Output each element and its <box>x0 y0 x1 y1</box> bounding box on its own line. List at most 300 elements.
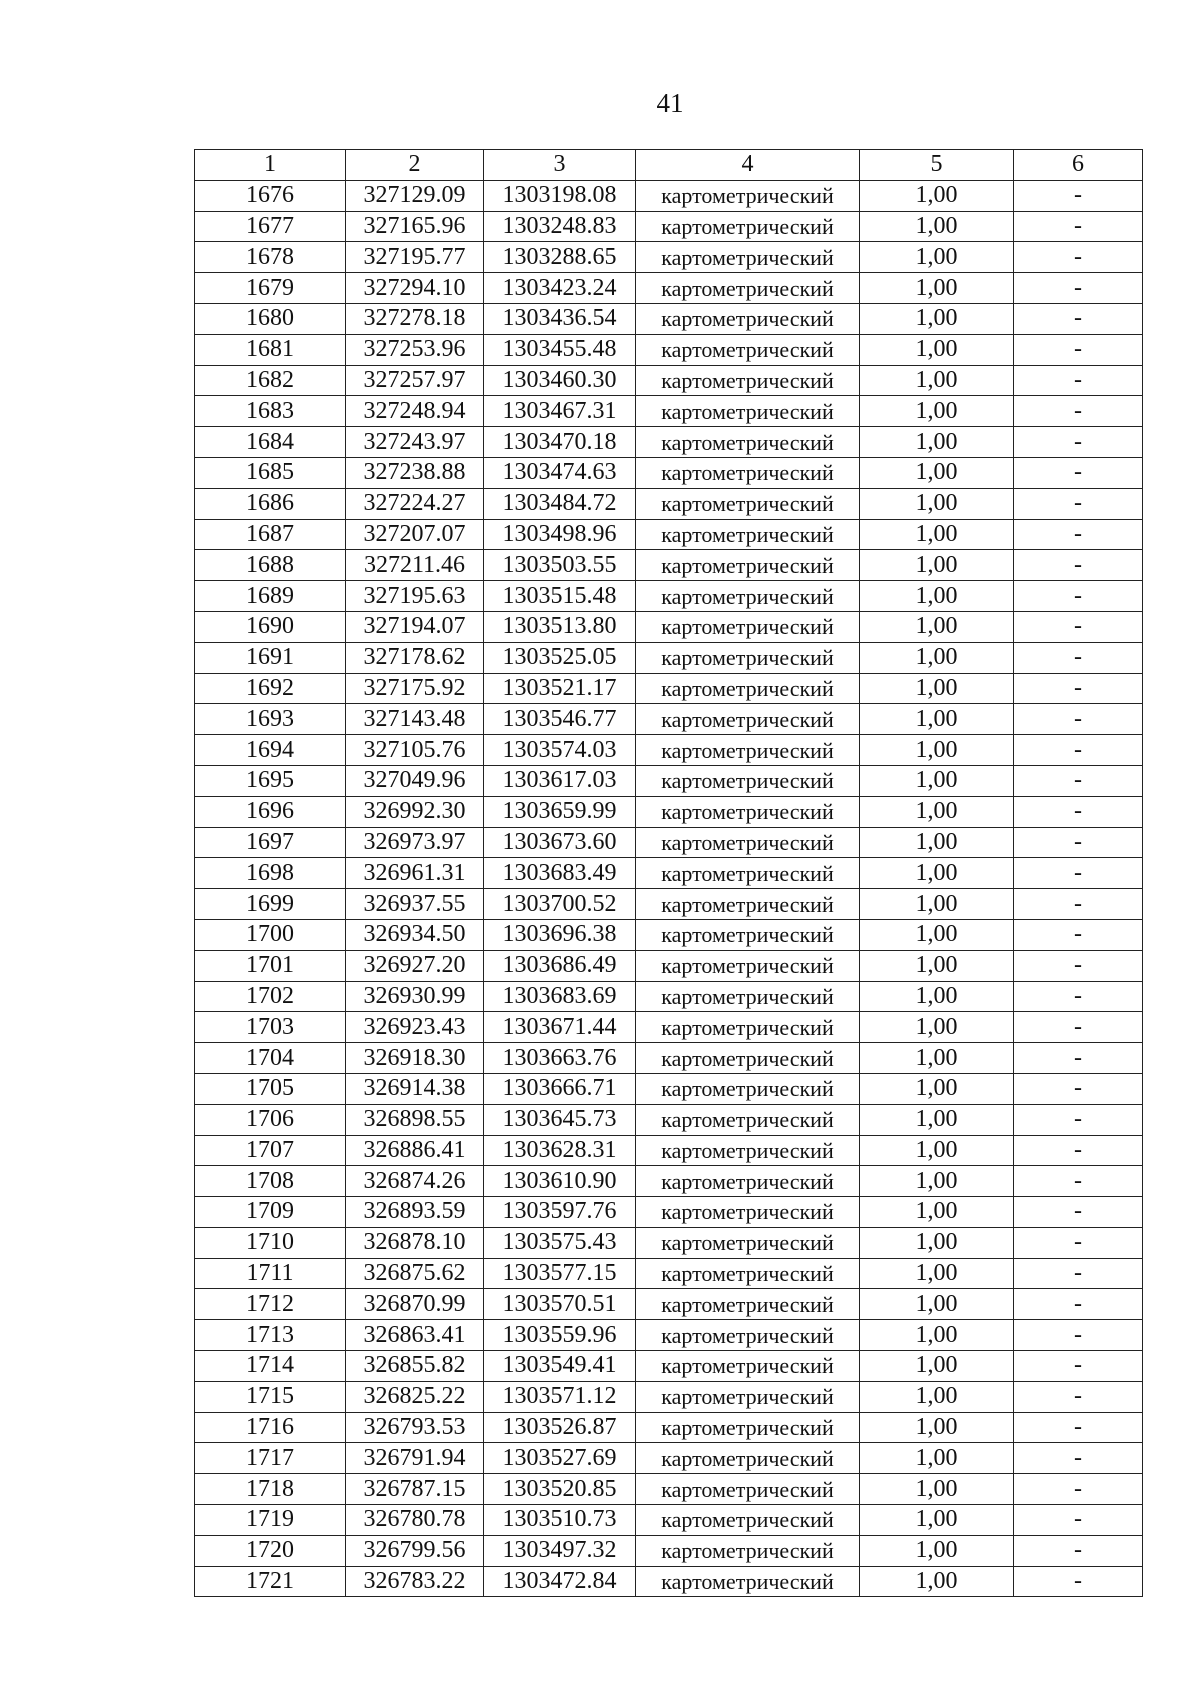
table-row <box>195 581 1143 612</box>
cell-point-number: 1694 <box>195 735 346 766</box>
cell-precision: 1,00 <box>860 1474 1014 1505</box>
table-row <box>195 1197 1143 1228</box>
cell-y-coordinate: 1303645.73 <box>484 1104 636 1135</box>
cell-method: картометрический <box>636 211 860 242</box>
cell-point-number: 1703 <box>195 1012 346 1043</box>
cell-point-number: 1677 <box>195 211 346 242</box>
cell-method: картометрический <box>636 1535 860 1566</box>
cell-y-coordinate: 1303248.83 <box>484 211 636 242</box>
cell-method: картометрический <box>636 242 860 273</box>
cell-point-number: 1717 <box>195 1443 346 1474</box>
cell-note: - <box>1014 796 1143 827</box>
cell-y-coordinate: 1303526.87 <box>484 1412 636 1443</box>
cell-method: картометрический <box>636 457 860 488</box>
cell-point-number: 1679 <box>195 273 346 304</box>
cell-precision: 1,00 <box>860 1443 1014 1474</box>
table-row <box>195 858 1143 889</box>
cell-point-number: 1683 <box>195 396 346 427</box>
cell-y-coordinate: 1303683.69 <box>484 981 636 1012</box>
cell-y-coordinate: 1303520.85 <box>484 1474 636 1505</box>
cell-note: - <box>1014 519 1143 550</box>
table-row <box>195 796 1143 827</box>
cell-y-coordinate: 1303484.72 <box>484 488 636 519</box>
cell-precision: 1,00 <box>860 427 1014 458</box>
table-row <box>195 365 1143 396</box>
cell-precision: 1,00 <box>860 519 1014 550</box>
cell-method: картометрический <box>636 303 860 334</box>
table-body <box>195 180 1143 1597</box>
cell-x-coordinate: 326973.97 <box>346 827 484 858</box>
cell-precision: 1,00 <box>860 889 1014 920</box>
cell-y-coordinate: 1303521.17 <box>484 673 636 704</box>
table-row <box>195 1320 1143 1351</box>
cell-note: - <box>1014 457 1143 488</box>
cell-y-coordinate: 1303628.31 <box>484 1135 636 1166</box>
cell-precision: 1,00 <box>860 457 1014 488</box>
cell-point-number: 1709 <box>195 1197 346 1228</box>
cell-precision: 1,00 <box>860 242 1014 273</box>
cell-y-coordinate: 1303671.44 <box>484 1012 636 1043</box>
cell-point-number: 1707 <box>195 1135 346 1166</box>
cell-point-number: 1714 <box>195 1351 346 1382</box>
cell-note: - <box>1014 1381 1143 1412</box>
cell-note: - <box>1014 735 1143 766</box>
cell-note: - <box>1014 1258 1143 1289</box>
cell-point-number: 1711 <box>195 1258 346 1289</box>
cell-x-coordinate: 326898.55 <box>346 1104 484 1135</box>
cell-x-coordinate: 326923.43 <box>346 1012 484 1043</box>
cell-precision: 1,00 <box>860 1412 1014 1443</box>
cell-y-coordinate: 1303559.96 <box>484 1320 636 1351</box>
cell-method: картометрический <box>636 396 860 427</box>
cell-note: - <box>1014 765 1143 796</box>
cell-x-coordinate: 326927.20 <box>346 950 484 981</box>
cell-y-coordinate: 1303617.03 <box>484 765 636 796</box>
cell-point-number: 1704 <box>195 1043 346 1074</box>
table-row <box>195 1227 1143 1258</box>
cell-note: - <box>1014 858 1143 889</box>
cell-precision: 1,00 <box>860 550 1014 581</box>
cell-y-coordinate: 1303423.24 <box>484 273 636 304</box>
cell-x-coordinate: 326787.15 <box>346 1474 484 1505</box>
cell-x-coordinate: 326961.31 <box>346 858 484 889</box>
cell-method: картометрический <box>636 581 860 612</box>
cell-note: - <box>1014 1166 1143 1197</box>
cell-point-number: 1689 <box>195 581 346 612</box>
cell-x-coordinate: 326870.99 <box>346 1289 484 1320</box>
cell-precision: 1,00 <box>860 704 1014 735</box>
cell-y-coordinate: 1303683.49 <box>484 858 636 889</box>
cell-x-coordinate: 327243.97 <box>346 427 484 458</box>
cell-point-number: 1693 <box>195 704 346 735</box>
table-row <box>195 488 1143 519</box>
cell-precision: 1,00 <box>860 858 1014 889</box>
cell-method: картометрический <box>636 427 860 458</box>
cell-y-coordinate: 1303577.15 <box>484 1258 636 1289</box>
cell-method: картометрический <box>636 488 860 519</box>
cell-precision: 1,00 <box>860 1104 1014 1135</box>
cell-precision: 1,00 <box>860 1535 1014 1566</box>
cell-note: - <box>1014 396 1143 427</box>
table-row <box>195 1289 1143 1320</box>
cell-note: - <box>1014 273 1143 304</box>
cell-x-coordinate: 326863.41 <box>346 1320 484 1351</box>
cell-x-coordinate: 327294.10 <box>346 273 484 304</box>
cell-note: - <box>1014 1535 1143 1566</box>
table-row <box>195 1535 1143 1566</box>
cell-note: - <box>1014 365 1143 396</box>
cell-note: - <box>1014 1104 1143 1135</box>
cell-y-coordinate: 1303472.84 <box>484 1566 636 1597</box>
cell-method: картометрический <box>636 1043 860 1074</box>
table-row <box>195 519 1143 550</box>
cell-method: картометрический <box>636 765 860 796</box>
cell-x-coordinate: 326914.38 <box>346 1073 484 1104</box>
cell-method: картометрический <box>636 519 860 550</box>
cell-y-coordinate: 1303474.63 <box>484 457 636 488</box>
cell-point-number: 1684 <box>195 427 346 458</box>
table-row <box>195 889 1143 920</box>
cell-precision: 1,00 <box>860 1289 1014 1320</box>
cell-point-number: 1685 <box>195 457 346 488</box>
table-row <box>195 981 1143 1012</box>
cell-x-coordinate: 326893.59 <box>346 1197 484 1228</box>
cell-x-coordinate: 326799.56 <box>346 1535 484 1566</box>
table-row <box>195 1043 1143 1074</box>
cell-x-coordinate: 327195.77 <box>346 242 484 273</box>
cell-method: картометрический <box>636 1197 860 1228</box>
cell-point-number: 1681 <box>195 334 346 365</box>
cell-y-coordinate: 1303666.71 <box>484 1073 636 1104</box>
cell-y-coordinate: 1303673.60 <box>484 827 636 858</box>
cell-note: - <box>1014 919 1143 950</box>
cell-note: - <box>1014 211 1143 242</box>
cell-point-number: 1676 <box>195 180 346 211</box>
cell-method: картометрический <box>636 1258 860 1289</box>
cell-precision: 1,00 <box>860 1566 1014 1597</box>
table-row <box>195 1135 1143 1166</box>
table-row <box>195 1073 1143 1104</box>
cell-precision: 1,00 <box>860 1197 1014 1228</box>
table-row <box>195 673 1143 704</box>
table-row <box>195 827 1143 858</box>
cell-note: - <box>1014 242 1143 273</box>
table-row <box>195 273 1143 304</box>
cell-y-coordinate: 1303510.73 <box>484 1505 636 1536</box>
cell-y-coordinate: 1303503.55 <box>484 550 636 581</box>
cell-method: картометрический <box>636 704 860 735</box>
cell-note: - <box>1014 950 1143 981</box>
table-row <box>195 1258 1143 1289</box>
cell-precision: 1,00 <box>860 488 1014 519</box>
cell-point-number: 1700 <box>195 919 346 950</box>
cell-x-coordinate: 327049.96 <box>346 765 484 796</box>
column-header-note: 6 <box>1014 150 1143 181</box>
cell-note: - <box>1014 889 1143 920</box>
table-row <box>195 1351 1143 1382</box>
cell-y-coordinate: 1303513.80 <box>484 611 636 642</box>
cell-precision: 1,00 <box>860 1505 1014 1536</box>
cell-x-coordinate: 326934.50 <box>346 919 484 950</box>
table-row <box>195 1474 1143 1505</box>
cell-method: картометрический <box>636 642 860 673</box>
cell-precision: 1,00 <box>860 180 1014 211</box>
cell-precision: 1,00 <box>860 827 1014 858</box>
table-row <box>195 211 1143 242</box>
cell-x-coordinate: 327143.48 <box>346 704 484 735</box>
cell-x-coordinate: 326875.62 <box>346 1258 484 1289</box>
cell-y-coordinate: 1303436.54 <box>484 303 636 334</box>
cell-point-number: 1686 <box>195 488 346 519</box>
cell-precision: 1,00 <box>860 1166 1014 1197</box>
cell-note: - <box>1014 1197 1143 1228</box>
cell-note: - <box>1014 1320 1143 1351</box>
table-row <box>195 1505 1143 1536</box>
cell-y-coordinate: 1303288.65 <box>484 242 636 273</box>
cell-precision: 1,00 <box>860 334 1014 365</box>
cell-note: - <box>1014 1505 1143 1536</box>
cell-method: картометрический <box>636 611 860 642</box>
cell-point-number: 1697 <box>195 827 346 858</box>
cell-precision: 1,00 <box>860 211 1014 242</box>
table-row <box>195 242 1143 273</box>
table-row <box>195 765 1143 796</box>
cell-precision: 1,00 <box>860 735 1014 766</box>
cell-method: картометрический <box>636 1351 860 1382</box>
cell-precision: 1,00 <box>860 1381 1014 1412</box>
cell-x-coordinate: 327253.96 <box>346 334 484 365</box>
cell-point-number: 1716 <box>195 1412 346 1443</box>
cell-note: - <box>1014 1012 1143 1043</box>
table-row <box>195 704 1143 735</box>
cell-note: - <box>1014 611 1143 642</box>
cell-note: - <box>1014 581 1143 612</box>
cell-precision: 1,00 <box>860 396 1014 427</box>
cell-point-number: 1706 <box>195 1104 346 1135</box>
cell-y-coordinate: 1303574.03 <box>484 735 636 766</box>
cell-point-number: 1701 <box>195 950 346 981</box>
cell-point-number: 1687 <box>195 519 346 550</box>
cell-point-number: 1721 <box>195 1566 346 1597</box>
cell-method: картометрический <box>636 365 860 396</box>
cell-x-coordinate: 327211.46 <box>346 550 484 581</box>
cell-point-number: 1710 <box>195 1227 346 1258</box>
cell-y-coordinate: 1303460.30 <box>484 365 636 396</box>
cell-y-coordinate: 1303597.76 <box>484 1197 636 1228</box>
cell-point-number: 1718 <box>195 1474 346 1505</box>
cell-method: картометрический <box>636 180 860 211</box>
cell-precision: 1,00 <box>860 273 1014 304</box>
header-row <box>195 150 1143 181</box>
cell-y-coordinate: 1303575.43 <box>484 1227 636 1258</box>
cell-precision: 1,00 <box>860 1135 1014 1166</box>
table-row <box>195 334 1143 365</box>
table-row <box>195 1566 1143 1597</box>
cell-note: - <box>1014 334 1143 365</box>
cell-point-number: 1712 <box>195 1289 346 1320</box>
table-row <box>195 1104 1143 1135</box>
cell-note: - <box>1014 1073 1143 1104</box>
cell-y-coordinate: 1303497.32 <box>484 1535 636 1566</box>
cell-point-number: 1688 <box>195 550 346 581</box>
cell-point-number: 1692 <box>195 673 346 704</box>
cell-precision: 1,00 <box>860 611 1014 642</box>
table-row <box>195 1381 1143 1412</box>
cell-y-coordinate: 1303470.18 <box>484 427 636 458</box>
cell-point-number: 1695 <box>195 765 346 796</box>
cell-precision: 1,00 <box>860 1320 1014 1351</box>
cell-method: картометрический <box>636 1566 860 1597</box>
cell-note: - <box>1014 981 1143 1012</box>
cell-note: - <box>1014 303 1143 334</box>
cell-note: - <box>1014 704 1143 735</box>
table-row <box>195 1412 1143 1443</box>
cell-method: картометрический <box>636 334 860 365</box>
cell-y-coordinate: 1303198.08 <box>484 180 636 211</box>
cell-x-coordinate: 327224.27 <box>346 488 484 519</box>
cell-point-number: 1678 <box>195 242 346 273</box>
cell-x-coordinate: 327129.09 <box>346 180 484 211</box>
cell-point-number: 1713 <box>195 1320 346 1351</box>
cell-point-number: 1705 <box>195 1073 346 1104</box>
cell-point-number: 1682 <box>195 365 346 396</box>
cell-precision: 1,00 <box>860 1043 1014 1074</box>
cell-note: - <box>1014 1566 1143 1597</box>
cell-precision: 1,00 <box>860 950 1014 981</box>
table-row <box>195 180 1143 211</box>
cell-x-coordinate: 326855.82 <box>346 1351 484 1382</box>
cell-note: - <box>1014 827 1143 858</box>
cell-method: картометрический <box>636 1320 860 1351</box>
cell-point-number: 1691 <box>195 642 346 673</box>
cell-method: картометрический <box>636 1412 860 1443</box>
cell-point-number: 1720 <box>195 1535 346 1566</box>
table-row <box>195 950 1143 981</box>
cell-x-coordinate: 327238.88 <box>346 457 484 488</box>
cell-method: картометрический <box>636 1289 860 1320</box>
table-row <box>195 642 1143 673</box>
cell-precision: 1,00 <box>860 1227 1014 1258</box>
cell-y-coordinate: 1303455.48 <box>484 334 636 365</box>
cell-y-coordinate: 1303663.76 <box>484 1043 636 1074</box>
cell-note: - <box>1014 1227 1143 1258</box>
cell-note: - <box>1014 550 1143 581</box>
cell-method: картометрический <box>636 273 860 304</box>
cell-point-number: 1719 <box>195 1505 346 1536</box>
cell-x-coordinate: 327178.62 <box>346 642 484 673</box>
cell-y-coordinate: 1303700.52 <box>484 889 636 920</box>
cell-method: картометрический <box>636 919 860 950</box>
cell-x-coordinate: 327207.07 <box>346 519 484 550</box>
cell-note: - <box>1014 1351 1143 1382</box>
column-header-x-coordinate: 2 <box>346 150 484 181</box>
cell-y-coordinate: 1303527.69 <box>484 1443 636 1474</box>
cell-y-coordinate: 1303571.12 <box>484 1381 636 1412</box>
table-header <box>195 150 1143 181</box>
cell-method: картометрический <box>636 1474 860 1505</box>
table-row <box>195 1166 1143 1197</box>
cell-note: - <box>1014 1043 1143 1074</box>
cell-point-number: 1690 <box>195 611 346 642</box>
cell-precision: 1,00 <box>860 765 1014 796</box>
table-row <box>195 1443 1143 1474</box>
cell-note: - <box>1014 1474 1143 1505</box>
cell-precision: 1,00 <box>860 919 1014 950</box>
cell-x-coordinate: 327165.96 <box>346 211 484 242</box>
cell-method: картометрический <box>636 796 860 827</box>
column-header-method: 4 <box>636 150 860 181</box>
cell-x-coordinate: 327175.92 <box>346 673 484 704</box>
cell-y-coordinate: 1303610.90 <box>484 1166 636 1197</box>
table-row <box>195 550 1143 581</box>
cell-method: картометрический <box>636 858 860 889</box>
cell-point-number: 1680 <box>195 303 346 334</box>
cell-y-coordinate: 1303696.38 <box>484 919 636 950</box>
cell-x-coordinate: 327257.97 <box>346 365 484 396</box>
table-row <box>195 303 1143 334</box>
cell-y-coordinate: 1303570.51 <box>484 1289 636 1320</box>
coordinates-table <box>194 149 1143 1597</box>
cell-note: - <box>1014 1135 1143 1166</box>
cell-note: - <box>1014 673 1143 704</box>
cell-x-coordinate: 326878.10 <box>346 1227 484 1258</box>
cell-y-coordinate: 1303686.49 <box>484 950 636 981</box>
cell-method: картометрический <box>636 1104 860 1135</box>
cell-point-number: 1708 <box>195 1166 346 1197</box>
cell-note: - <box>1014 1443 1143 1474</box>
cell-x-coordinate: 327278.18 <box>346 303 484 334</box>
column-header-point-number: 1 <box>195 150 346 181</box>
cell-method: картометрический <box>636 1443 860 1474</box>
cell-precision: 1,00 <box>860 1258 1014 1289</box>
cell-precision: 1,00 <box>860 365 1014 396</box>
cell-y-coordinate: 1303525.05 <box>484 642 636 673</box>
table-row <box>195 396 1143 427</box>
cell-precision: 1,00 <box>860 796 1014 827</box>
cell-method: картометрический <box>636 735 860 766</box>
cell-y-coordinate: 1303549.41 <box>484 1351 636 1382</box>
cell-x-coordinate: 327194.07 <box>346 611 484 642</box>
cell-method: картометрический <box>636 1012 860 1043</box>
cell-note: - <box>1014 180 1143 211</box>
cell-point-number: 1698 <box>195 858 346 889</box>
cell-note: - <box>1014 642 1143 673</box>
cell-method: картометрический <box>636 1135 860 1166</box>
cell-method: картометрический <box>636 950 860 981</box>
cell-point-number: 1715 <box>195 1381 346 1412</box>
table-row <box>195 735 1143 766</box>
cell-x-coordinate: 326930.99 <box>346 981 484 1012</box>
cell-precision: 1,00 <box>860 1073 1014 1104</box>
cell-precision: 1,00 <box>860 303 1014 334</box>
cell-note: - <box>1014 488 1143 519</box>
cell-y-coordinate: 1303515.48 <box>484 581 636 612</box>
table-row <box>195 1012 1143 1043</box>
cell-x-coordinate: 326791.94 <box>346 1443 484 1474</box>
table-row <box>195 919 1143 950</box>
cell-method: картометрический <box>636 1166 860 1197</box>
cell-x-coordinate: 326992.30 <box>346 796 484 827</box>
cell-note: - <box>1014 427 1143 458</box>
cell-x-coordinate: 326825.22 <box>346 1381 484 1412</box>
cell-y-coordinate: 1303498.96 <box>484 519 636 550</box>
page-number: 41 <box>656 88 684 118</box>
cell-method: картометрический <box>636 550 860 581</box>
cell-y-coordinate: 1303467.31 <box>484 396 636 427</box>
column-header-y-coordinate: 3 <box>484 150 636 181</box>
cell-x-coordinate: 326793.53 <box>346 1412 484 1443</box>
cell-precision: 1,00 <box>860 981 1014 1012</box>
